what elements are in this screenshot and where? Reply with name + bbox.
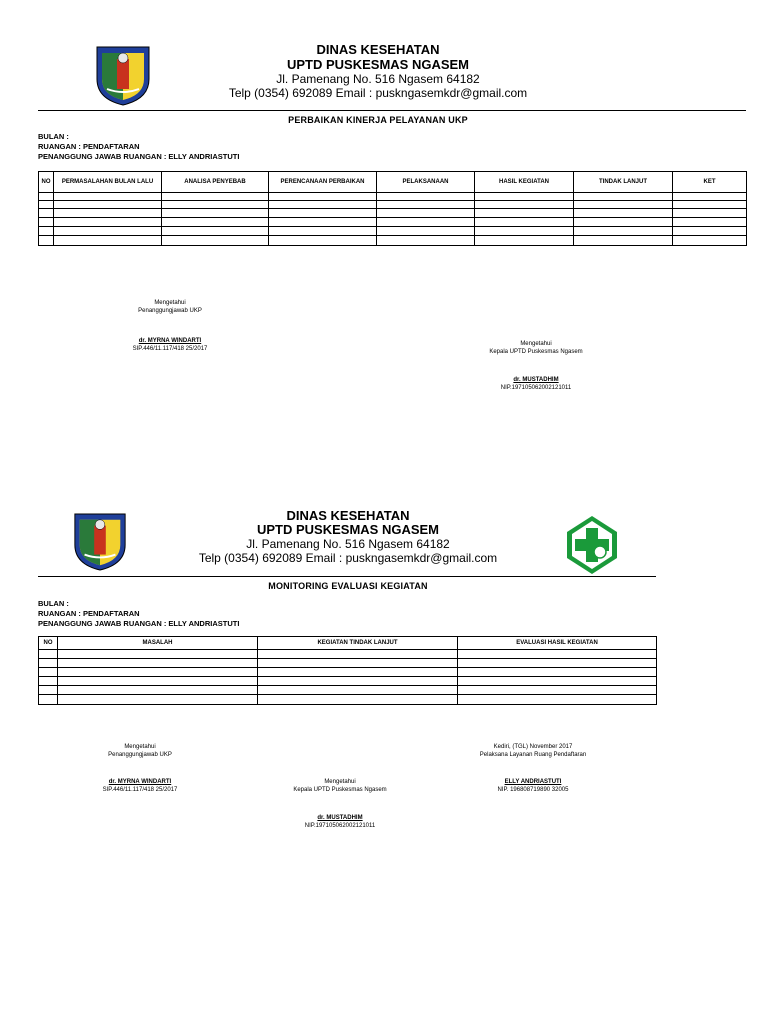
form2-sig-mid [270,779,410,830]
sig-id: NIP. 196808719890 32005 [497,786,569,793]
regency-emblem-icon [71,511,129,573]
sig-line1: Kediri, (TGL) November 2017 [493,744,573,750]
contact: Telp (0354) 692089 Email : puskngasemkdr@gmail.com [198,551,498,565]
contact: Telp (0354) 692089 Email : puskngasemkdr@gmail.com [228,86,528,100]
form2-meta [38,599,239,629]
form2-pj: PENANGGUNG JAWAB RUANGAN : ELLY ANDRIASTUTI [38,619,240,628]
table-row [39,227,747,236]
sig-line2: Penanggungjawab UKP [108,751,172,758]
sig-id: SIP.446/11.117/418 25/2017 [102,786,178,793]
health-cross-logo-icon [565,514,619,576]
form1-bulan: BULAN : [38,132,69,141]
table-row [39,209,747,218]
form1-table [38,171,747,246]
regency-emblem-icon [93,45,153,107]
form1-sig-left [110,300,230,353]
table-row [39,218,747,227]
table-row [39,668,657,677]
sig-line2: Pelaksana Layanan Ruang Pendaftaran [479,751,587,758]
form1-meta [38,132,239,162]
col-hasil: HASIL KEGIATAN [475,172,574,193]
col-pelaksanaan: PELAKSANAAN [377,172,475,193]
sig-name: dr. MUSTADHIM [513,377,559,383]
sig-line1: Mengetahui [520,341,552,347]
table-row [39,659,657,668]
col-tindak-lanjut: TINDAK LANJUT [574,172,673,193]
org-name: DINAS KESEHATAN [316,42,440,57]
header-divider [38,576,656,577]
sig-line1: Mengetahui [124,744,156,750]
sig-line2: Kepala UPTD Puskesmas Ngasem [293,786,387,793]
sig-name: dr. MYRNA WINDARTI [108,779,172,785]
col-no: NO [39,637,58,650]
table-row [39,686,657,695]
form2-sig-left [80,744,200,794]
org-name: DINAS KESEHATAN [286,508,410,523]
table-row [39,201,747,209]
form1-sig-right [466,341,606,392]
sig-line1: Mengetahui [154,300,186,306]
form2-table [38,636,657,705]
sig-name: ELLY ANDRIASTUTI [504,779,562,785]
sig-id: NIP.197105062002121011 [500,384,572,391]
header-divider [38,110,746,111]
form2-title: MONITORING EVALUASI KEGIATAN [268,581,428,591]
form2-sig-right [458,744,608,794]
unit-name: UPTD PUSKESMAS NGASEM [256,522,440,537]
sig-name: dr. MUSTADHIM [317,815,363,821]
col-ket: KET [673,172,747,193]
sig-id: NIP.197105062002121011 [304,822,376,829]
col-masalah: MASALAH [58,637,258,650]
form1-ruangan: RUANGAN : PENDAFTARAN [38,142,140,151]
sig-id: SIP.446/11.117/418 25/2017 [132,345,208,352]
col-kegiatan: KEGIATAN TINDAK LANJUT [258,637,458,650]
col-evaluasi: EVALUASI HASIL KEGIATAN [458,637,657,650]
sig-line2: Kepala UPTD Puskesmas Ngasem [489,348,583,355]
table-row [39,193,747,201]
col-no: NO [39,172,54,193]
sig-line1: Mengetahui [324,779,356,785]
col-analisa: ANALISA PENYEBAB [162,172,269,193]
address: Jl. Pamenang No. 516 Ngasem 64182 [276,72,480,86]
sig-name: dr. MYRNA WINDARTI [138,338,202,344]
sig-line2: Penanggungjawab UKP [138,307,202,314]
form2-bulan: BULAN : [38,599,69,608]
col-permasalahan: PERMASALAHAN BULAN LALU [54,172,162,193]
table-row [39,677,657,686]
form1-pj: PENANGGUNG JAWAB RUANGAN : ELLY ANDRIASTUTI [38,152,240,161]
form2-ruangan: RUANGAN : PENDAFTARAN [38,609,140,618]
form1-title: PERBAIKAN KINERJA PELAYANAN UKP [288,115,468,125]
address: Jl. Pamenang No. 516 Ngasem 64182 [246,537,450,551]
table-row [39,236,747,246]
table-row [39,695,657,705]
unit-name: UPTD PUSKESMAS NGASEM [286,57,470,72]
table-row [39,650,657,659]
col-perencanaan: PERENCANAAN PERBAIKAN [269,172,377,193]
